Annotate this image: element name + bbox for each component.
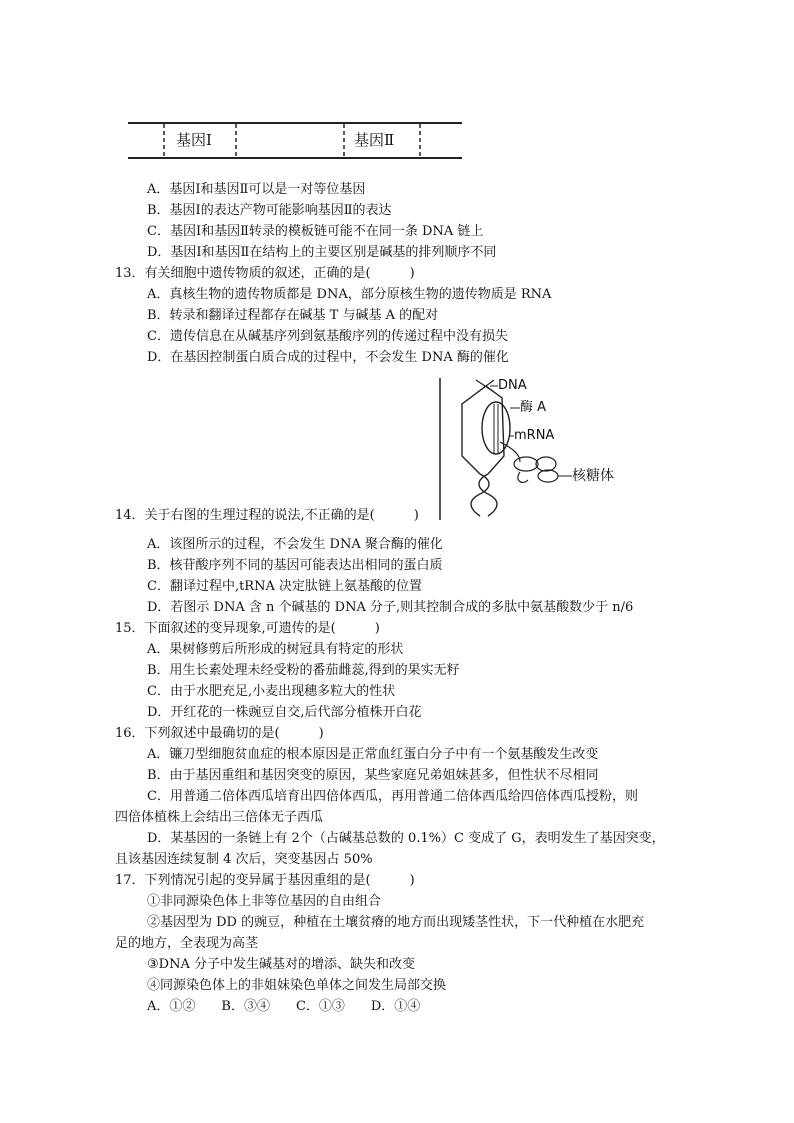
q17-stem: 17．下列情况引起的变异属于基因重组的是( ) — [115, 873, 415, 888]
gene1-label: 基因Ⅰ — [176, 131, 212, 149]
q14-stem: 14．关于右图的生理过程的说法,不正确的是( ) — [115, 508, 419, 523]
q13-option-d: D．在基因控制蛋白质合成的过程中，不会发生 DNA 酶的催化 — [147, 350, 509, 365]
q16-option-b: B．由于基因重组和基因突变的原因，某些家庭兄弟姐妹甚多，但性状不尽相同 — [147, 768, 599, 783]
ribosome-2 — [536, 457, 556, 471]
q13-option-b: B．转录和翻译过程都存在碱基 T 与碱基 A 的配对 — [147, 308, 439, 323]
q14-option-c: C．翻译过程中,tRNA 决定肽链上氨基酸的位置 — [147, 579, 422, 594]
q13-option-c: C．遗传信息在从碱基序列到氨基酸序列的传递过程中没有损失 — [147, 329, 508, 344]
q16-option-c-continued: 四倍体植株上会结出三倍体无子西瓜 — [115, 810, 324, 825]
q16-option-a: A．镰刀型细胞贫血症的根本原因是正常血红蛋白分子中有一个氨基酸发生改变 — [147, 747, 599, 762]
label-mrna: mRNA — [514, 428, 555, 443]
dna-strand-right — [486, 386, 504, 474]
q17-item-3: ③DNA 分子中发生碱基对的增添、缺失和改变 — [147, 957, 415, 972]
q13-stem: 13．有关细胞中遗传物质的叙述，正确的是( ) — [115, 266, 415, 281]
label-ribosome: 核糖体 — [572, 468, 614, 484]
q17-item-4: ④同源染色体上的非姐妹染色单体之间发生局部交换 — [147, 978, 447, 993]
ribosome-1 — [514, 457, 538, 471]
q17-item-1: ①非同源染色体上非等位基因的自由组合 — [147, 894, 382, 909]
q16-option-d-continued: 且该基因连续复制 4 次后，突变基因占 50% — [115, 852, 373, 867]
q15-option-a: A．果树修剪后所形成的树冠具有特定的形状 — [147, 642, 404, 657]
q16-option-c: C．用普通二倍体西瓜培育出四倍体西瓜，再用普通二倍体西瓜给四倍体西瓜授粉，则 — [147, 789, 638, 804]
gene2-label: 基因Ⅱ — [354, 131, 395, 149]
q12-option-a: A．基因Ⅰ和基因Ⅱ可以是一对等位基因 — [147, 182, 366, 197]
q16-option-d: D．某基因的一条链上有 2个（占碱基总数的 0.1%）C 变成了 G，表明发生了基因突变， — [147, 831, 665, 846]
q12-option-b: B．基因Ⅰ的表达产物可能影响基因Ⅱ的表达 — [147, 203, 392, 218]
q13-option-a: A．真核生物的遗传物质都是 DNA，部分原核生物的遗传物质是 RNA — [147, 287, 552, 302]
ribosome-3 — [538, 470, 558, 482]
q14-option-d: D．若图示 DNA 含 n 个碱基的 DNA 分子,则其控制合成的多肽中氨基酸数少于 n/6 — [147, 600, 634, 615]
q17-item-2-continued: 足的地方，全表现为高茎 — [115, 936, 259, 951]
peptide-chain — [518, 472, 528, 482]
q15-stem: 15．下面叙述的变异现象,可遗传的是( ) — [115, 621, 380, 636]
q12-option-c: C．基因Ⅰ和基因Ⅱ转录的模板链可能不在同一条 DNA 链上 — [147, 224, 484, 239]
enzyme-a-shape — [482, 402, 510, 454]
q15-option-b: B．用生长素处理未经受粉的番茄雌蕊,得到的果实无籽 — [147, 663, 460, 678]
q17-item-2: ②基因型为 DD 的豌豆，种植在土壤贫瘠的地方而出现矮茎性状，下一代种植在水肥充 — [147, 915, 645, 930]
transcription-translation-diagram — [436, 376, 636, 526]
q17-choices: A．①② B．③④ C．①③ D．①④ — [147, 999, 421, 1014]
label-enzyme-a: 酶 A — [520, 400, 547, 415]
q14-option-b: B．核苷酸序列不同的基因可能表达出相同的蛋白质 — [147, 558, 443, 573]
q12-option-d: D．基因Ⅰ和基因Ⅱ在结构上的主要区别是碱基的排列顺序不同 — [147, 245, 497, 260]
q16-stem: 16．下列叙述中最确切的是( ) — [115, 726, 324, 741]
q15-option-c: C．由于水肥充足,小麦出现穗多粒大的性状 — [147, 684, 396, 699]
label-dna: DNA — [498, 378, 527, 393]
gene-diagram — [128, 118, 464, 166]
q14-option-a: A．该图所示的过程，不会发生 DNA 聚合酶的催化 — [147, 537, 443, 552]
q15-option-d: D．开红花的一株豌豆自交,后代部分植株开白花 — [147, 705, 422, 720]
